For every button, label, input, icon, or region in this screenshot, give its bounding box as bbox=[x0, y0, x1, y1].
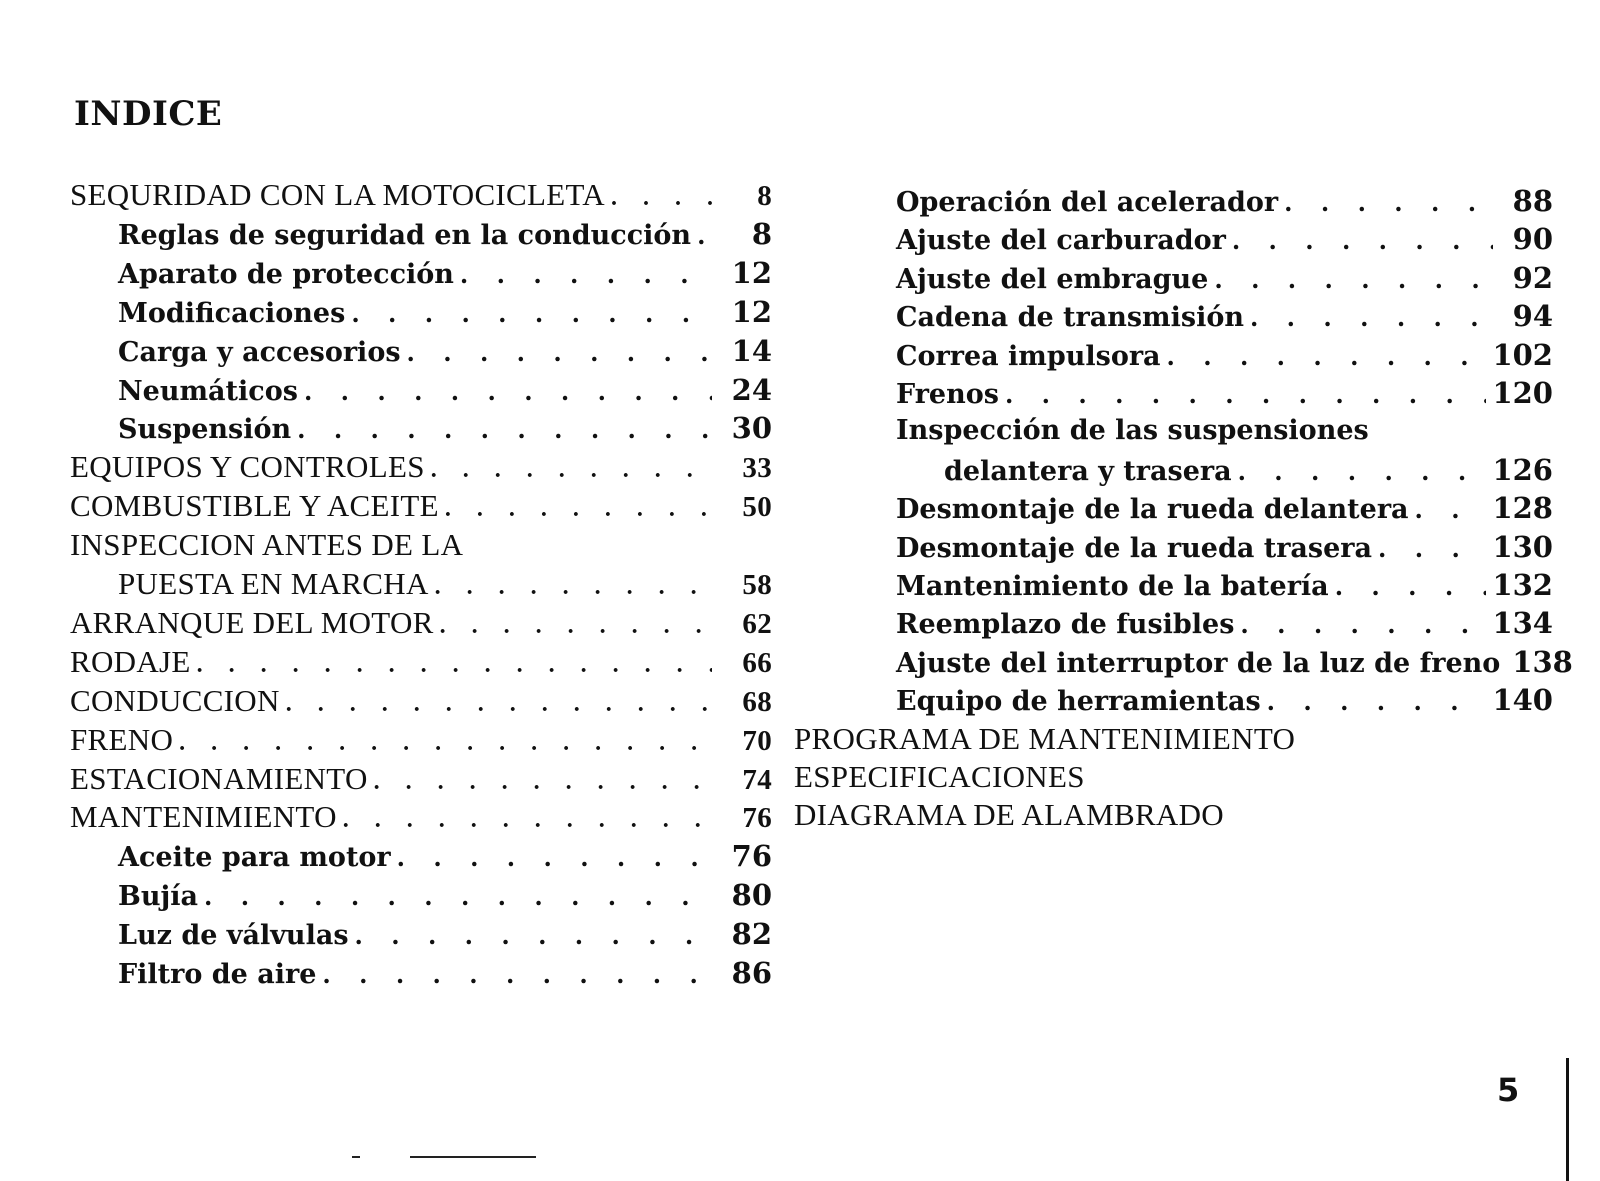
toc-dot-leader bbox=[304, 372, 712, 412]
toc-entry-page: 74 bbox=[742, 763, 772, 796]
toc-entry-page: 24 bbox=[731, 372, 772, 407]
toc-entry bbox=[70, 914, 772, 954]
page-number: 5 bbox=[1497, 1071, 1520, 1109]
toc-entry-title: ARRANQUE DEL MOTOR bbox=[70, 604, 434, 640]
toc-entry-title: Frenos bbox=[896, 379, 999, 410]
toc-entry bbox=[70, 408, 772, 448]
toc-entry bbox=[70, 720, 772, 760]
toc-entry-page: 12 bbox=[731, 294, 772, 329]
toc-entry-page: 33 bbox=[742, 452, 772, 485]
toc-dot-leader bbox=[355, 916, 712, 956]
toc-entry bbox=[70, 486, 772, 526]
toc-entry-page: 76 bbox=[731, 839, 772, 874]
toc-dot-leader bbox=[374, 762, 712, 802]
toc-dot-leader bbox=[197, 645, 712, 685]
toc-entry-page: 94 bbox=[1512, 299, 1553, 334]
toc-entry bbox=[70, 564, 772, 604]
toc-entry-page: 138 bbox=[1512, 644, 1573, 679]
toc-entry bbox=[794, 795, 1553, 835]
toc-entry-title: FRENO bbox=[70, 721, 174, 757]
toc-entry bbox=[848, 181, 1553, 221]
toc-entry-title: Ajuste del carburador bbox=[896, 225, 1226, 257]
toc-entry-page: 86 bbox=[731, 956, 772, 990]
toc-entry-title: Desmontaje de la rueda trasera bbox=[896, 532, 1373, 564]
toc-entry-title: COMBUSTIBLE Y ACEITE bbox=[70, 488, 439, 524]
toc-entry bbox=[794, 757, 1553, 797]
toc-dot-leader bbox=[286, 684, 712, 724]
toc-dot-leader bbox=[440, 606, 712, 646]
toc-entry-page: 50 bbox=[742, 491, 772, 524]
toc-entry-page: 30 bbox=[731, 411, 772, 446]
toc-dot-leader bbox=[1267, 682, 1487, 722]
toc-entry-title: PROGRAMA DE MANTENIMIENTO bbox=[794, 720, 1296, 756]
toc-entry-page: 66 bbox=[742, 646, 772, 679]
toc-entry bbox=[848, 411, 1553, 451]
toc-entry-page: 68 bbox=[742, 685, 772, 718]
toc-entry bbox=[70, 253, 772, 293]
toc-entry-title: INSPECCION ANTES DE LA bbox=[70, 527, 464, 563]
toc-entry bbox=[70, 447, 772, 487]
toc-entry bbox=[70, 175, 772, 215]
toc-entry-title: ESPECIFICACIONES bbox=[794, 759, 1085, 794]
toc-dot-leader bbox=[1240, 605, 1486, 645]
toc-entry-page: 90 bbox=[1512, 222, 1553, 257]
toc-entry bbox=[794, 719, 1553, 759]
toc-entry-title: Equipo de herramientas bbox=[896, 686, 1261, 718]
page-title: INDICE bbox=[74, 94, 223, 134]
toc-entry-page: 82 bbox=[731, 917, 772, 952]
toc-entry-page: 102 bbox=[1492, 337, 1553, 372]
toc-entry-title: Reglas de seguridad en la conducción bbox=[118, 219, 692, 251]
toc-entry bbox=[70, 642, 772, 682]
toc-dot-leader bbox=[322, 955, 712, 995]
toc-entry-page: 8 bbox=[751, 216, 772, 251]
toc-entry bbox=[70, 759, 772, 799]
toc-entry-title: PUESTA EN MARCHA bbox=[118, 566, 429, 601]
toc-entry-title: MANTENIMIENTO bbox=[70, 799, 337, 835]
toc-entry-page: 132 bbox=[1492, 568, 1553, 602]
toc-dot-leader bbox=[460, 255, 712, 295]
toc-dot-leader bbox=[1238, 452, 1487, 492]
toc-entry bbox=[848, 603, 1553, 643]
toc-entry bbox=[70, 836, 772, 876]
toc-entry bbox=[848, 488, 1553, 528]
toc-entry-title: ESTACIONAMIENTO bbox=[70, 760, 368, 796]
page-edge-line bbox=[1566, 1058, 1569, 1181]
toc-dot-leader bbox=[407, 333, 712, 373]
toc-entry-title: RODAJE bbox=[70, 643, 191, 679]
toc-entry-title: EQUIPOS Y CONTROLES bbox=[70, 449, 425, 485]
toc-entry-title: Carga y accesorios bbox=[118, 336, 401, 368]
toc-entry bbox=[848, 680, 1553, 720]
toc-entry-page: 128 bbox=[1492, 491, 1553, 526]
toc-entry bbox=[70, 292, 772, 332]
toc-entry-page: 12 bbox=[731, 255, 772, 290]
toc-entry-title: Correa impulsora bbox=[896, 340, 1161, 372]
toc-dot-leader bbox=[297, 410, 712, 450]
toc-entry-page: 120 bbox=[1492, 376, 1553, 410]
toc-entry-title: Luz de válvulas bbox=[118, 920, 349, 952]
toc-entry-page: 14 bbox=[731, 333, 772, 368]
toc-entry-page: 76 bbox=[742, 802, 772, 835]
toc-entry-page: 62 bbox=[742, 607, 772, 640]
toc-dot-leader bbox=[1284, 183, 1493, 223]
toc-entry-title: Suspensión bbox=[118, 414, 292, 446]
toc-dot-leader bbox=[611, 178, 712, 218]
toc-entry-title: DIAGRAMA DE ALAMBRADO bbox=[794, 797, 1224, 833]
toc-entry-title: SEQURIDAD CON LA MOTOCICLETA bbox=[70, 177, 605, 212]
toc-entry-page: 92 bbox=[1512, 260, 1553, 295]
toc-dot-leader bbox=[1005, 375, 1487, 415]
toc-entry bbox=[848, 527, 1553, 567]
toc-dot-leader bbox=[1378, 529, 1486, 569]
toc-entry-title: Bujía bbox=[118, 881, 198, 913]
toc-dot-leader bbox=[435, 567, 712, 607]
toc-dot-leader bbox=[697, 216, 712, 256]
toc-entry-page: 70 bbox=[742, 724, 772, 757]
toc-dot-leader bbox=[204, 877, 712, 917]
toc-entry-title: Operación del acelerador bbox=[896, 187, 1279, 218]
toc-entry bbox=[70, 603, 772, 643]
toc-entry-page: 80 bbox=[731, 878, 772, 913]
toc-entry bbox=[848, 335, 1553, 375]
toc-entry-title: Inspección de las suspensiones bbox=[896, 415, 1369, 447]
toc-dot-leader bbox=[179, 723, 712, 763]
toc-entry-page: 130 bbox=[1492, 529, 1553, 564]
toc-dot-leader bbox=[1214, 260, 1493, 300]
toc-entry bbox=[70, 331, 772, 371]
toc-dot-leader bbox=[445, 489, 712, 529]
scan-mark bbox=[410, 1156, 536, 1158]
toc-dot-leader bbox=[343, 800, 712, 840]
toc-entry-title: delantera y trasera bbox=[944, 455, 1232, 487]
toc-entry-page: 8 bbox=[757, 180, 772, 212]
toc-entry-page: 134 bbox=[1492, 606, 1553, 641]
toc-dot-leader bbox=[1415, 490, 1487, 530]
toc-dot-leader bbox=[1250, 298, 1493, 338]
toc-entry-title: Aparato de protección bbox=[118, 258, 454, 290]
toc-entry-title: Modificaciones bbox=[118, 297, 346, 329]
toc-entry bbox=[70, 875, 772, 915]
toc-entry bbox=[848, 219, 1553, 259]
toc-entry-title: Cadena de transmisión bbox=[896, 302, 1244, 334]
toc-entry-page: 126 bbox=[1492, 452, 1553, 487]
toc-entry bbox=[848, 565, 1553, 605]
toc-entry-title: Mantenimiento de la batería bbox=[896, 571, 1329, 602]
toc-entry bbox=[848, 642, 1573, 682]
toc-entry bbox=[848, 450, 1553, 490]
toc-entry-title: Filtro de aire bbox=[118, 959, 317, 990]
toc-dot-leader bbox=[1167, 337, 1487, 377]
toc-dot-leader bbox=[1335, 567, 1487, 607]
toc-entry bbox=[70, 525, 772, 565]
toc-entry bbox=[70, 681, 772, 721]
toc-entry-title: Aceite para motor bbox=[118, 842, 391, 874]
toc-dot-leader bbox=[397, 838, 712, 878]
toc-entry-title: Ajuste del interruptor de la luz de freno bbox=[896, 647, 1501, 679]
toc-entry bbox=[848, 296, 1553, 336]
toc-dot-leader bbox=[1232, 221, 1493, 261]
toc-entry-title: CONDUCCION bbox=[70, 682, 280, 718]
toc-entry-title: Ajuste del embrague bbox=[896, 263, 1209, 295]
toc-entry-page: 140 bbox=[1492, 683, 1553, 718]
toc-entry-title: Desmontaje de la rueda delantera bbox=[896, 494, 1409, 526]
toc-entry bbox=[70, 797, 772, 837]
toc-entry bbox=[70, 214, 772, 254]
toc-entry bbox=[70, 370, 772, 410]
toc-dot-leader bbox=[431, 450, 712, 490]
scan-mark bbox=[352, 1156, 360, 1158]
toc-entry bbox=[848, 373, 1553, 413]
toc-entry-title: Reemplazo de fusibles bbox=[896, 609, 1235, 641]
toc-dot-leader bbox=[351, 294, 712, 334]
toc-entry-title: Neumáticos bbox=[118, 375, 298, 407]
toc-entry-page: 58 bbox=[742, 569, 772, 601]
toc-entry bbox=[70, 953, 772, 993]
toc-entry-page: 88 bbox=[1512, 184, 1553, 218]
toc-entry bbox=[848, 258, 1553, 298]
